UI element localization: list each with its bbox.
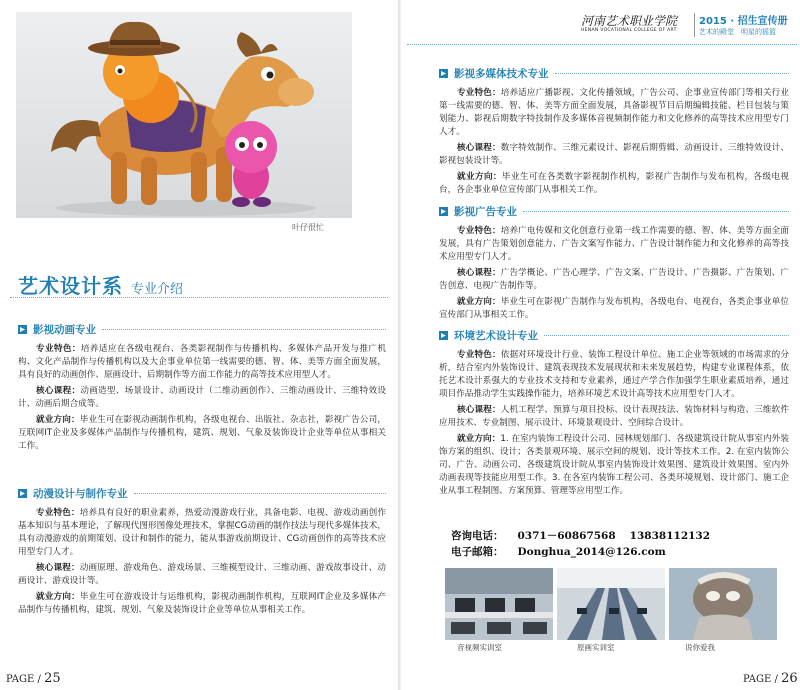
animation-training-room-photo bbox=[557, 568, 665, 640]
page-number: 26 bbox=[781, 671, 798, 686]
bullet-marker-icon bbox=[18, 325, 27, 334]
illustration-caption: 叶仔很忙 bbox=[292, 223, 324, 232]
career-text: 毕业生可在游戏设计与运维机构，影视动画制作机构，互联网IT企业及多媒体产品制作与传播机构，建筑、规划、气象及装饰设计企业等单位从事相关工作。 bbox=[18, 592, 386, 615]
major-comic-design bbox=[18, 486, 386, 620]
brochure-slogan: 艺术的殿堂 明星的摇篮 bbox=[699, 28, 776, 36]
courses-label: 核心课程： bbox=[36, 563, 80, 573]
major-environmental-design bbox=[439, 328, 789, 501]
features-label: 专业特色： bbox=[457, 226, 501, 236]
features-text: 培养具有良好的职业素养，热爱动漫游戏行业，具备电影、电视、游戏动画创作基本知识与基本理论，了解现代图形图像处理技术，掌握CG动画的制作技法与现代多媒体技术，具有动漫游戏的前期策划、设计和制作的能力，能从事游戏前期设计、CG动画创作的高等技术应用型专门人才。 bbox=[18, 508, 386, 557]
contact-info bbox=[451, 528, 724, 560]
major-film-multimedia bbox=[439, 66, 789, 200]
artwork-photo bbox=[669, 568, 777, 640]
features-text: 培养广电传媒和文化创意行业第一线工作需要的德、智、体、美等方面全面发展，具有广告策划创意能力、广告文案写作能力、广告设计制作能力和文化修养的高等技术应用型专门人才。 bbox=[439, 226, 789, 262]
career-text: 毕业生可在各类数字影视制作机构，影视广告制作与发布机构，各级电视台，各企事业单位宣传部门从事相关工作。 bbox=[439, 172, 789, 195]
courses-text: 数字特效制作、三维元素设计、影视后期剪辑、动画设计、三维特效设计、影视包装设计等。 bbox=[439, 143, 789, 166]
courses-label: 核心课程： bbox=[36, 386, 81, 396]
photo-caption-1: 音视频实训室 bbox=[457, 643, 502, 652]
bullet-marker-icon bbox=[439, 331, 448, 340]
bullet-marker-icon bbox=[439, 69, 448, 78]
career-label: 就业方向： bbox=[457, 297, 501, 307]
page-label: PAGE bbox=[6, 674, 35, 685]
courses-text: 人机工程学、预算与项目投标、设计表现技法、装饰材料与构造、三维软件应用技术、专业制图、展示设计、环境景观设计、空间综合设计。 bbox=[439, 405, 789, 428]
header-rule bbox=[407, 44, 797, 45]
page-label: PAGE bbox=[743, 674, 772, 685]
major-heading bbox=[18, 486, 386, 501]
photo-caption-3: 说你爱我 bbox=[685, 643, 715, 652]
career-text: 1. 在室内装饰工程设计公司、园林规划部门、各级建筑设计院从事室内外装饰方案的组织、设计；各类景观环境、展示空间的规划、设计等技术工作。2. 在室内装饰公司、广告、动画公司、各级建筑设计院从事室内装饰设计效果图、建筑设计效果图、室内外动画表现等技能应用型工作。3. 在各室内装饰工程公司、各类环境规划、设计部门、施工企业从事工程制图、方案预算、管理等应用型工作。 bbox=[439, 434, 789, 496]
major-courses bbox=[18, 562, 386, 588]
cartoon-illustration bbox=[16, 12, 352, 218]
major-name: 影视广告专业 bbox=[454, 206, 517, 218]
career-label: 就业方向： bbox=[457, 434, 501, 444]
left-page bbox=[0, 0, 399, 690]
phone-label: 咨询电话： bbox=[451, 530, 504, 542]
major-career bbox=[439, 171, 789, 197]
major-career bbox=[18, 414, 386, 453]
photo-caption-2: 原画实训室 bbox=[577, 643, 615, 652]
heading-rule bbox=[555, 73, 790, 74]
header-divider bbox=[694, 13, 695, 37]
courses-text: 动画原理、游戏角色、游戏场景、三维模型设计、三维动画、游戏故事设计、动画设计、游戏设计等。 bbox=[18, 563, 386, 586]
career-label: 就业方向： bbox=[457, 172, 502, 182]
bullet-marker-icon bbox=[18, 489, 27, 498]
page-number: 25 bbox=[44, 671, 61, 686]
right-page bbox=[401, 0, 800, 690]
section-divider bbox=[10, 297, 388, 298]
email-label: 电子邮箱： bbox=[451, 546, 504, 558]
major-features bbox=[439, 225, 789, 264]
major-career bbox=[439, 433, 789, 498]
major-heading bbox=[18, 322, 386, 337]
school-name-en: HENAN VOCATIONAL COLLEGE OF ART bbox=[581, 28, 677, 33]
major-features bbox=[18, 507, 386, 559]
major-heading bbox=[439, 204, 789, 219]
major-features bbox=[18, 343, 386, 382]
courses-text: 动画造型、场景设计、动画设计（二维动画创作）、三维动画设计、三维特效设计、动画后期合成等。 bbox=[18, 386, 386, 409]
heading-rule bbox=[523, 211, 789, 212]
major-career bbox=[18, 591, 386, 617]
major-courses bbox=[439, 142, 789, 168]
bullet-marker-icon bbox=[439, 207, 448, 216]
heading-rule bbox=[102, 329, 386, 330]
department-title bbox=[18, 270, 183, 299]
courses-text: 广告学概论、广告心理学、广告文案、广告设计、广告摄影、广告策划、广告创意、电视广告制作等。 bbox=[439, 268, 789, 291]
major-heading bbox=[439, 66, 789, 81]
features-label: 专业特色： bbox=[457, 350, 501, 360]
major-name: 环境艺术设计专业 bbox=[454, 330, 538, 342]
features-text: 培养适应广播影视、文化传播领域，广告公司、企事业宣传部门等相关行业第一线需要的德、智、体、美等方面全面发展，具备影视节目后期编辑技能、栏目包装与策划能力、影视后期数字特技制作及多媒体音视频制作能力和文化修养的高等技术应用型专门人才。 bbox=[439, 88, 789, 137]
heading-rule bbox=[544, 335, 789, 336]
school-name: 河南艺术职业学院 bbox=[581, 14, 678, 28]
features-text: 培养适应在各级电视台、各类影视制作与传播机构、多媒体产品开发与推广机构、文化产品制作与传播机构以及大企事业单位第一线需要的德、智、体、美等方面全面发展，具有良好的动画创作、原画设计、后期制作等方面工作能力的高等技术应用型人才。 bbox=[18, 344, 386, 380]
career-text: 毕业生可在影视动画制作机构，各级电视台、出版社、杂志社，影视广告公司，互联网IT企业及多媒体产品制作与传播机构，建筑、规划、气象及装饰设计企业等单位从事相关工作。 bbox=[18, 415, 386, 451]
courses-label: 核心课程： bbox=[457, 143, 501, 153]
major-film-advertising bbox=[439, 204, 789, 325]
features-label: 专业特色： bbox=[36, 508, 80, 518]
cowboy-horse-cartoon bbox=[16, 12, 352, 218]
courses-label: 核心课程： bbox=[457, 268, 501, 278]
brochure-year-title: 2015 · 招生宣传册 bbox=[699, 16, 788, 27]
heading-rule bbox=[134, 493, 387, 494]
career-label: 就业方向： bbox=[36, 592, 80, 602]
major-name: 动漫设计与制作专业 bbox=[33, 488, 128, 500]
major-animation bbox=[18, 322, 386, 456]
av-training-room-photo bbox=[445, 568, 553, 640]
major-features bbox=[439, 349, 789, 401]
major-heading bbox=[439, 328, 789, 343]
courses-label: 核心课程： bbox=[457, 405, 501, 415]
major-name: 影视多媒体技术专业 bbox=[454, 68, 549, 80]
major-courses bbox=[439, 267, 789, 293]
page-number-left: PAGE / 25 bbox=[6, 671, 61, 686]
brochure-header bbox=[581, 12, 791, 38]
career-text: 毕业生可在影视广告制作与发布机构，各级电台、电视台，各类企事业单位宣传部门从事相关工作。 bbox=[439, 297, 789, 320]
department-name: 艺术设计系 bbox=[18, 274, 123, 298]
page-number-right: PAGE / 26 bbox=[743, 671, 798, 686]
phone-row bbox=[451, 528, 724, 544]
features-label: 专业特色： bbox=[457, 88, 501, 98]
features-label: 专业特色： bbox=[36, 344, 81, 354]
phone-number-1: 0371－60867568 bbox=[517, 530, 616, 542]
phone-number-2: 13838112132 bbox=[629, 530, 711, 542]
major-career bbox=[439, 296, 789, 322]
email-row bbox=[451, 544, 724, 560]
major-features bbox=[439, 87, 789, 139]
major-name: 影视动画专业 bbox=[33, 324, 96, 336]
email-address: Donghua_2014@126.com bbox=[517, 546, 666, 558]
features-text: 依据对环境设计行业、装饰工程设计单位、施工企业等领域的市场需求的分析，结合室内外装饰设计、建筑表现技术发展现状和未来发展趋势，构建专业课程体系，依托艺术设计系强大的专业技术支持和专业素养，通过产学合作加强学生职业素质培养，通过项目作品推动学生实践操作能力，培养环境艺术设计高等技术应用型专门人才。 bbox=[439, 350, 789, 399]
career-label: 就业方向： bbox=[36, 415, 80, 425]
major-courses bbox=[18, 385, 386, 411]
major-courses bbox=[439, 404, 789, 430]
department-subtitle: 专业介绍 bbox=[131, 282, 184, 297]
